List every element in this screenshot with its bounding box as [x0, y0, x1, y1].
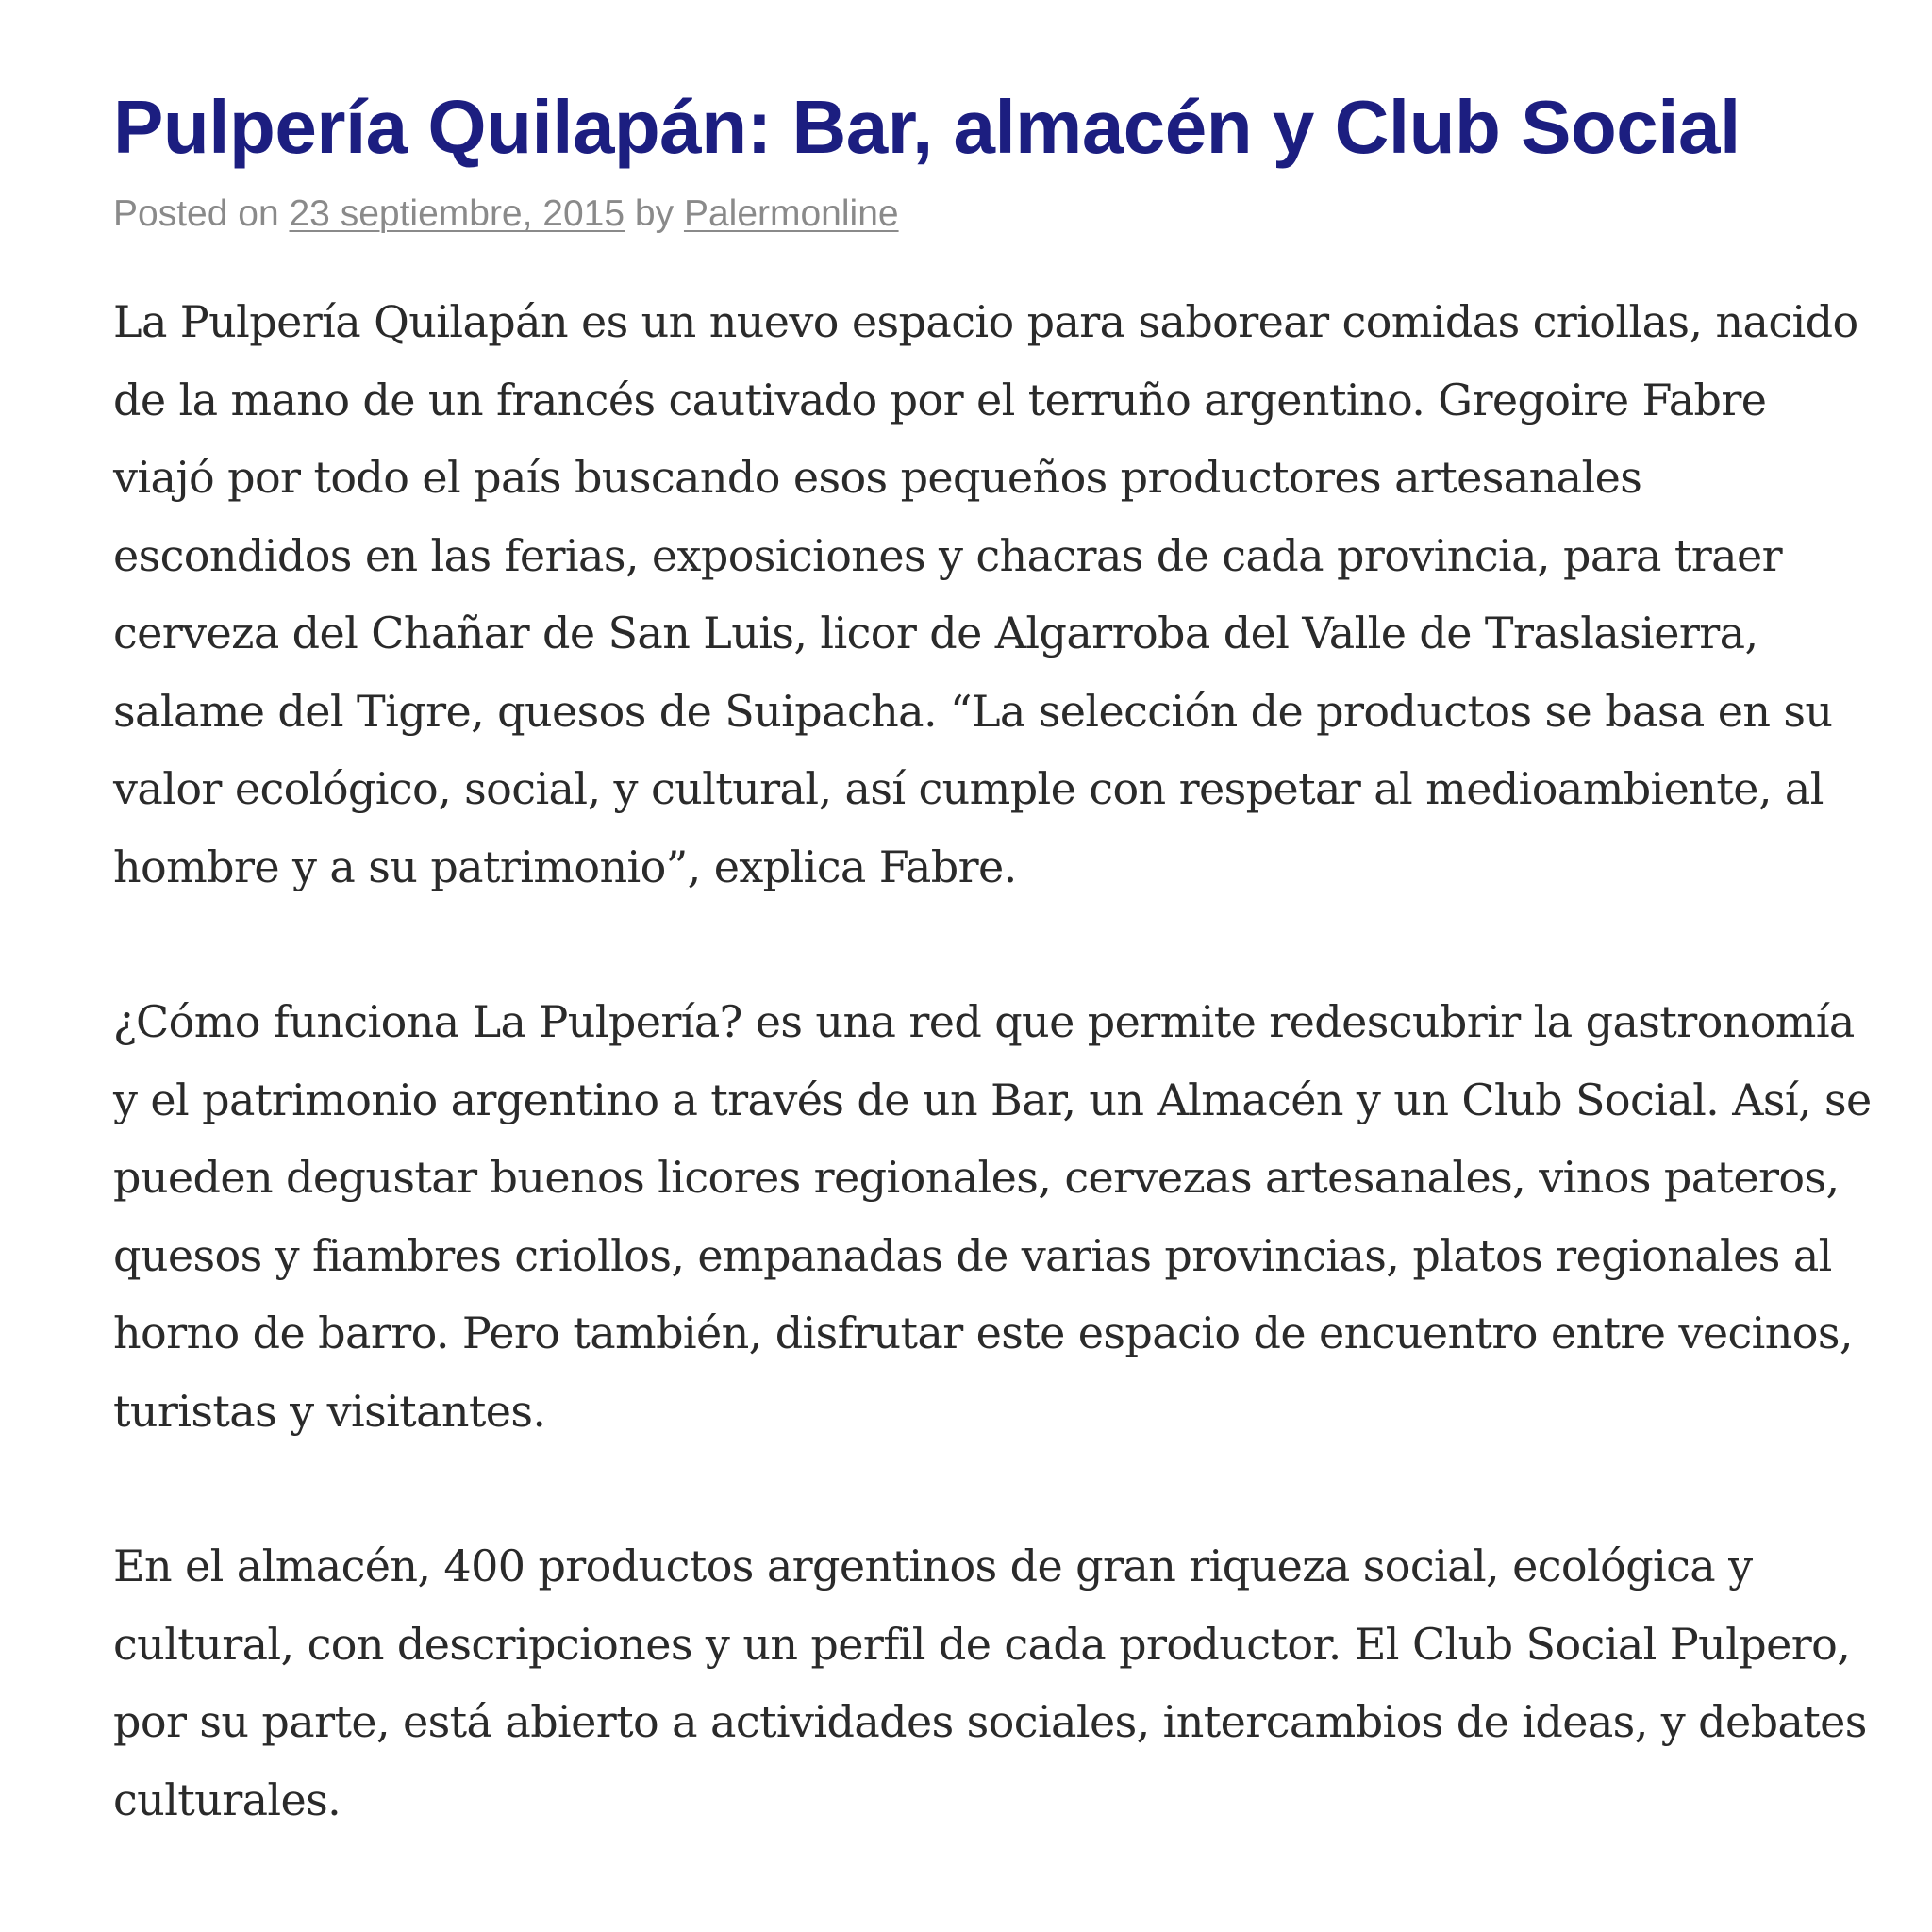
paragraph-almacen: En el almacén, 400 productos argentinos de gran riqueza social, ecológica y cultural, con descripciones y un perfil de cada productor. El Club Social Pulpero, por su parte, está abierto a actividades sociales, intercambios de ideas, y debates culturales. — [113, 1541, 1867, 1825]
post-title[interactable]: Pulpería Quilapán: Bar, almacén y Club Social — [113, 85, 1740, 169]
blog-post — [113, 75, 1877, 1839]
posted-on-label: Posted on — [113, 193, 279, 234]
entry-meta — [113, 191, 1877, 238]
post-date-link[interactable]: 23 septiembre, 2015 — [289, 193, 625, 234]
paragraph-how-it-works: ¿Cómo funciona La Pulpería? es una red que permite redescubrir la gastronomía y el patrimonio argentino a través de un Bar, un Almacén y un Club Social. Así, se pueden degustar buenos licores regionales, cervezas artesanales, vinos pateros, quesos y fiambres criollos, empanadas de varias provincias, platos regionales al horno de barro. Pero también, disfrutar este espacio de encuentro entre vecinos, turistas y visitantes. — [113, 996, 1872, 1437]
entry-content — [113, 283, 1877, 1839]
by-label: by — [634, 193, 675, 234]
author-link[interactable]: Palermonline — [683, 193, 899, 234]
paragraph-intro: La Pulpería Quilapán es un nuevo espacio para saborear comidas criollas, nacido de la mano de un francés cautivado por el terruño argentino. Gregoire Fabre viajó por todo el país buscando esos pequeños productores artesanales escondidos en las ferias, exposiciones y chacras de cada provincia, para traer cerveza del Chañar de San Luis, licor de Algarroba del Valle de Traslasierra, salame del Tigre, quesos de Suipacha. “La selección de productos se basa en su valor ecológico, social, y cultural, así cumple con respetar al medioambiente, al hombre y a su patrimonio”, explica Fabre. — [113, 296, 1858, 892]
